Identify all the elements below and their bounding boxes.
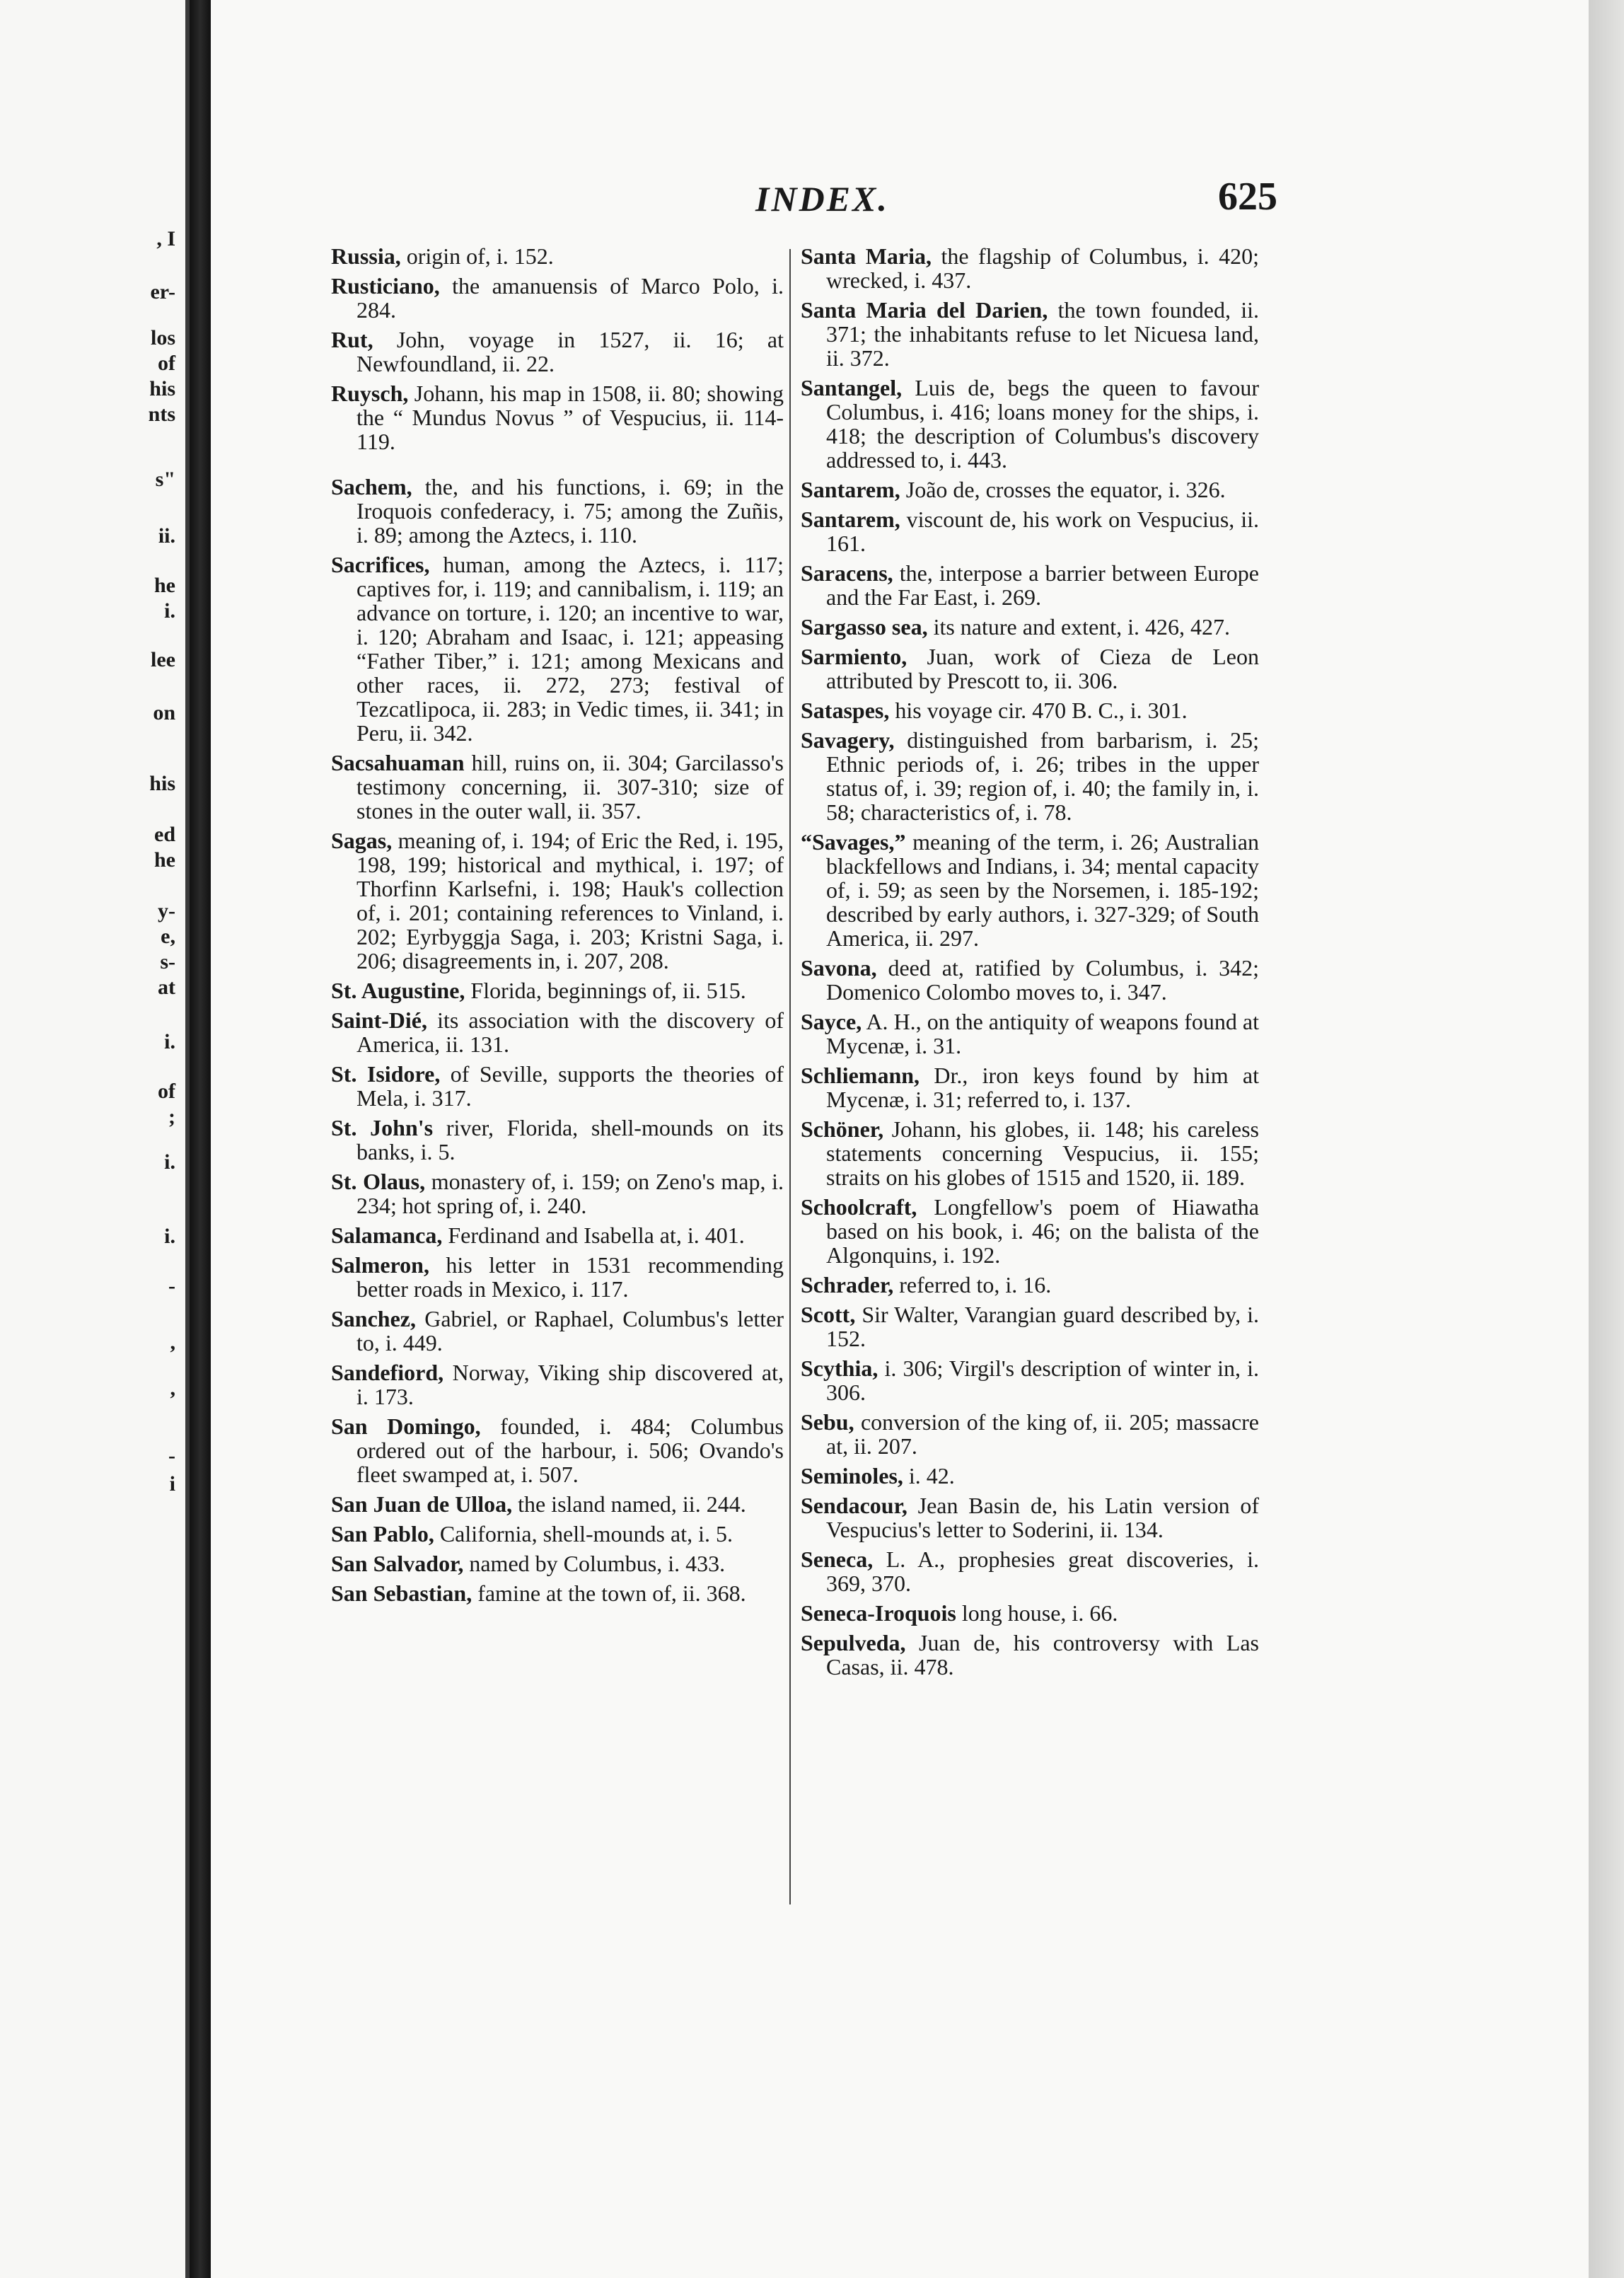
index-entry-heading: Sebu, — [801, 1409, 854, 1435]
index-entry-heading: San Sebastian, — [331, 1580, 472, 1606]
index-entry — [331, 1253, 784, 1301]
index-entry-references: the, interpose a barrier between Europe and the Far East, i. 269. — [826, 560, 1259, 610]
index-entry — [331, 828, 784, 973]
index-entry — [331, 1414, 784, 1486]
cropped-text-fragment: e, — [161, 925, 175, 948]
index-entry-references: the flagship of Columbus, i. 420; wrecked, i. 437. — [826, 243, 1260, 293]
index-entry-heading: San Juan de Ulloa, — [331, 1491, 513, 1517]
cropped-text-fragment: s" — [155, 468, 175, 491]
index-entry-references: referred to, i. 16. — [893, 1272, 1052, 1297]
index-entry-references: its nature and extent, i. 426, 427. — [927, 614, 1231, 640]
index-entry-heading: San Salvador, — [331, 1551, 464, 1576]
index-entry-references: the, and his functions, i. 69; in the Iroquois confederacy, i. 75; among the Zuñis, i. 89; among the Aztecs, i. 110. — [356, 474, 784, 548]
index-entry-references: Norway, Viking ship discovered at, i. 173. — [356, 1360, 784, 1409]
index-entry-heading: Saint-Dié, — [331, 1007, 427, 1033]
previous-page — [0, 0, 185, 2278]
index-entry-references: long house, i. 66. — [956, 1600, 1118, 1626]
index-entry-heading: Santangel, — [801, 375, 903, 400]
cropped-text-fragment: - — [168, 1444, 175, 1467]
index-entry-references: i. 306; Virgil's description of winter in, i. 306. — [826, 1355, 1259, 1405]
index-entry — [801, 1302, 1259, 1351]
index-entry — [801, 507, 1259, 555]
index-entry-heading: Seneca, — [801, 1546, 874, 1572]
previous-page-text-fragments — [0, 0, 185, 2278]
index-entry-heading: Saracens, — [801, 560, 893, 586]
running-header: INDEX. — [755, 179, 889, 219]
index-entry-references: California, shell-mounds at, i. 5. — [434, 1521, 733, 1546]
index-entry — [331, 1360, 784, 1409]
index-entry-references: Ferdinand and Isabella at, i. 401. — [442, 1222, 745, 1248]
index-entry-heading: Sarmiento, — [801, 644, 907, 669]
index-entry — [331, 1581, 784, 1605]
index-entry-references: John, voyage in 1527, ii. 16; at Newfoundland, ii. 22. — [356, 327, 784, 376]
cropped-text-fragment: of — [158, 1080, 175, 1103]
index-entry-references: the amanuensis of Marco Polo, i. 284. — [356, 273, 784, 323]
index-entry — [331, 1008, 784, 1056]
index-entry-references: Johann, his map in 1508, ii. 80; showing the “ Mundus Novus ” of Vespucius, ii. 114-119. — [356, 381, 784, 454]
index-entry-heading: Savona, — [801, 955, 877, 981]
index-entry — [331, 1492, 784, 1516]
index-entry — [801, 376, 1259, 472]
index-entry-references: monastery of, i. 159; on Zeno's map, i. 234; hot spring of, i. 240. — [356, 1169, 784, 1218]
index-entry — [331, 1062, 784, 1110]
index-entry-heading: Santarem, — [801, 477, 900, 502]
index-entry — [801, 1547, 1259, 1595]
cropped-text-fragment: i — [169, 1472, 175, 1496]
index-entry-references: origin of, i. 152. — [400, 243, 554, 269]
index-entry-references: river, Florida, shell-mounds on its banks, i. 5. — [356, 1115, 784, 1164]
index-entry — [331, 751, 784, 823]
cropped-text-fragment: i. — [164, 1150, 175, 1174]
index-entry — [331, 1551, 784, 1575]
index-entry-heading: Savagery, — [801, 727, 895, 753]
index-entry — [801, 1010, 1259, 1058]
cropped-text-fragment: he — [154, 574, 175, 597]
index-entry — [331, 244, 784, 268]
index-entry — [801, 244, 1259, 292]
index-entry-references: L. A., prophesies great discoveries, i. 369, 370. — [826, 1546, 1259, 1596]
index-entry-references: named by Columbus, i. 433. — [463, 1551, 726, 1576]
index-entry-references: of Seville, supports the theories of Mela, i. 317. — [356, 1061, 784, 1111]
index-entry-references: Juan, work of Cieza de Leon attributed by Prescott to, ii. 306. — [826, 644, 1259, 693]
index-entry-heading: Sandefiord, — [331, 1360, 444, 1385]
index-entry-references: the town founded, ii. 371; the inhabitants refuse to let Nicuesa land, ii. 372. — [826, 297, 1260, 371]
index-entry — [801, 1273, 1259, 1297]
index-entry-heading: Sanchez, — [331, 1306, 416, 1331]
index-entry-heading: Santa Maria del Darien, — [801, 297, 1048, 323]
index-entry — [801, 1195, 1259, 1267]
index-entry — [801, 956, 1259, 1004]
index-entry — [801, 644, 1259, 693]
index-entry — [801, 1493, 1259, 1542]
index-entry-heading: Sataspes, — [801, 698, 890, 723]
index-entry-heading: St. Augustine, — [331, 978, 465, 1003]
index-entry-references: Juan de, his controversy with Las Casas, ii. 478. — [826, 1630, 1259, 1679]
cropped-text-fragment: y- — [158, 899, 175, 923]
index-entry-references: João de, crosses the equator, i. 326. — [900, 477, 1226, 502]
page-right-edge — [1589, 0, 1624, 2278]
cropped-text-fragment: nts — [148, 403, 175, 426]
cropped-text-fragment: , I — [156, 227, 175, 250]
cropped-text-fragment: i. — [164, 599, 175, 623]
index-entry — [331, 274, 784, 322]
index-entry-heading: Salamanca, — [331, 1222, 443, 1248]
index-entry-references: deed at, ratified by Columbus, i. 342; Domenico Colombo moves to, i. 347. — [826, 955, 1259, 1005]
index-column-right — [801, 244, 1259, 1684]
index-entry — [801, 478, 1259, 502]
index-entry-heading: St. Isidore, — [331, 1061, 441, 1087]
index-entry-heading: Sargasso sea, — [801, 614, 928, 640]
cropped-text-fragment: his — [149, 377, 175, 400]
index-entry-heading: Seneca-Iroquois — [801, 1600, 956, 1626]
cropped-text-fragment: los — [150, 326, 175, 349]
index-entry-references: his voyage cir. 470 B. C., i. 301. — [889, 698, 1188, 723]
index-entry — [331, 1307, 784, 1355]
index-entry-heading: Seminoles, — [801, 1463, 903, 1488]
index-entry-heading: Sagas, — [331, 828, 393, 853]
index-entry — [331, 1223, 784, 1247]
cropped-text-fragment: i. — [164, 1030, 175, 1053]
index-entry-heading: Sachem, — [331, 474, 412, 499]
index-entry-heading: Sendacour, — [801, 1493, 907, 1518]
index-entry — [801, 698, 1259, 722]
index-entry-references: Johann, his globes, ii. 148; his careless statements concerning Vespucius, ii. 155; straits on his globes of 1515 and 1520, ii. 189. — [826, 1116, 1259, 1190]
index-entry — [801, 298, 1259, 370]
index-entry — [331, 978, 784, 1002]
index-entry-references: hill, ruins on, ii. 304; Garcilasso's testimony concerning, ii. 307-310; size of stones in the outer wall, ii. 357. — [356, 750, 784, 823]
index-entry-heading: Schrader, — [801, 1272, 894, 1297]
index-entry-references: the island named, ii. 244. — [512, 1491, 746, 1517]
index-entry-heading: Santarem, — [801, 507, 900, 532]
index-entry-references: its association with the discovery of America, ii. 131. — [356, 1007, 784, 1057]
book-gutter — [190, 0, 211, 2278]
index-entry-heading: San Pablo, — [331, 1521, 434, 1546]
index-entry-references: Longfellow's poem of Hiawatha based on his book, i. 46; on the balista of the Algonquins, i. 192. — [826, 1194, 1259, 1268]
index-entry — [331, 1522, 784, 1546]
cropped-text-fragment: , — [170, 1377, 175, 1400]
index-entry-heading: San Domingo, — [331, 1413, 481, 1439]
index-entry-references: human, among the Aztecs, i. 117; captives for, i. 119; and cannibalism, i. 119; an advance on torture, i. 120; an incentive to war, i. 120; Abraham and Isaac, i. 121; appeasing “Father Tiber,” i. 121; among Mexicans and other races, ii. 272, 273; festival of Tezcatlipoca, ii. 283; in Vedic times, ii. 341; in Peru, ii. 342. — [356, 552, 784, 746]
index-entry-heading: Sacrifices, — [331, 552, 430, 577]
index-entry-heading: Scythia, — [801, 1355, 878, 1381]
index-entry — [801, 1356, 1259, 1404]
index-entry-heading: St. Olaus, — [331, 1169, 426, 1194]
index-entry-references: Jean Basin de, his Latin version of Vespucius's letter to Soderini, ii. 134. — [826, 1493, 1259, 1542]
page-number: 625 — [1218, 175, 1277, 219]
index-entry-references: meaning of, i. 194; of Eric the Red, i. 195, 198, 199; historical and mythical, i. 197; of Thorfinn Karlsefni, i. 198; Hauk's collection of, i. 201; containing references to Vinland, i. 202; Eyrbyggja Saga, i. 203; Kristni Saga, i. 206; disagreements in, i. 207, 208. — [356, 828, 784, 973]
cropped-text-fragment: ed — [154, 823, 175, 846]
index-entry — [801, 830, 1259, 950]
index-entry-references: A. H., on the antiquity of weapons found at Mycenæ, i. 31. — [826, 1009, 1259, 1058]
index-entry-references: famine at the town of, ii. 368. — [472, 1580, 746, 1606]
index-entry — [801, 1063, 1259, 1111]
index-entry — [331, 553, 784, 745]
index-entry-heading: Sayce, — [801, 1009, 862, 1034]
index-entry-heading: Schliemann, — [801, 1063, 920, 1088]
index-entry-references: conversion of the king of, ii. 205; massacre at, ii. 207. — [826, 1409, 1259, 1459]
cropped-text-fragment: i. — [164, 1225, 175, 1248]
index-entry-references: Dr., iron keys found by him at Mycenæ, i. 31; referred to, i. 137. — [826, 1063, 1259, 1112]
index-entry-references: distinguished from barbarism, i. 25; Ethnic periods of, i. 26; tribes in the upper status of, i. 39; region of, i. 40; the family in, i. 58; characteristics of, i. 78. — [826, 727, 1259, 825]
index-entry-heading: Sepulveda, — [801, 1630, 906, 1655]
index-entry — [801, 1601, 1259, 1625]
index-entry — [801, 1464, 1259, 1488]
index-entry — [801, 1117, 1259, 1189]
cropped-text-fragment: ; — [168, 1105, 175, 1128]
cropped-text-fragment: , — [170, 1331, 175, 1354]
index-entry — [331, 381, 784, 453]
index-entry-heading: “Savages,” — [801, 829, 906, 855]
index-entry-heading: Schoolcraft, — [801, 1194, 917, 1220]
index-entry-heading: Sacsahuaman — [331, 750, 465, 775]
index-entry-heading: Ruysch, — [331, 381, 409, 406]
index-entry-references: Florida, beginnings of, ii. 515. — [465, 978, 746, 1003]
index-entry-heading: Schöner, — [801, 1116, 884, 1142]
index-entry-references: meaning of the term, i. 26; Australian blackfellows and Indians, i. 34; mental capacity of, i. 59; as seen by the Norsemen, i. 185-192; described by early authors, i. 327-329; of South America, ii. 297. — [826, 829, 1259, 951]
column-divider — [789, 249, 791, 1904]
index-entry — [801, 728, 1259, 824]
cropped-text-fragment: on — [153, 701, 175, 724]
index-entry-references: viscount de, his work on Vespucius, ii. 161. — [826, 507, 1259, 556]
index-entry-heading: Scott, — [801, 1302, 856, 1327]
cropped-text-fragment: s- — [160, 950, 175, 973]
index-entry — [801, 1631, 1259, 1679]
cropped-text-fragment: at — [158, 976, 175, 999]
index-entry-references: Gabriel, or Raphael, Columbus's letter to, i. 449. — [356, 1306, 784, 1355]
index-entry — [801, 1410, 1259, 1458]
index-entry-references: his letter in 1531 recommending better roads in Mexico, i. 117. — [356, 1252, 784, 1302]
cropped-text-fragment: lee — [151, 648, 175, 671]
index-entry-heading: St. John's — [331, 1115, 434, 1140]
cropped-text-fragment: he — [154, 848, 175, 872]
index-column-left — [331, 244, 784, 1611]
index-entry-heading: Salmeron, — [331, 1252, 429, 1278]
index-entry-heading: Rut, — [331, 327, 373, 352]
index-entry — [801, 561, 1259, 609]
index-entry-heading: Rusticiano, — [331, 273, 440, 299]
cropped-text-fragment: ii. — [158, 524, 175, 548]
index-entry — [331, 1169, 784, 1218]
cropped-text-fragment: his — [149, 772, 175, 795]
index-entry-references: Luis de, begs the queen to favour Columbus, i. 416; loans money for the ships, i. 418; the description of Columbus's discovery addressed to, i. 443. — [826, 375, 1259, 473]
index-entry-references: Sir Walter, Varangian guard described by, i. 152. — [826, 1302, 1259, 1351]
cropped-text-fragment: of — [158, 352, 175, 375]
index-entry — [331, 1116, 784, 1164]
cropped-text-fragment: - — [168, 1274, 175, 1297]
index-entry-references: founded, i. 484; Columbus ordered out of the harbour, i. 506; Ovando's fleet swamped at, i. 507. — [356, 1413, 784, 1487]
index-entry — [801, 615, 1259, 639]
index-entry-references: i. 42. — [903, 1463, 955, 1488]
index-entry — [331, 475, 784, 547]
cropped-text-fragment: er- — [150, 280, 175, 303]
index-entry-heading: Santa Maria, — [801, 243, 932, 269]
index-entry-heading: Russia, — [331, 243, 401, 269]
index-entry — [331, 328, 784, 376]
